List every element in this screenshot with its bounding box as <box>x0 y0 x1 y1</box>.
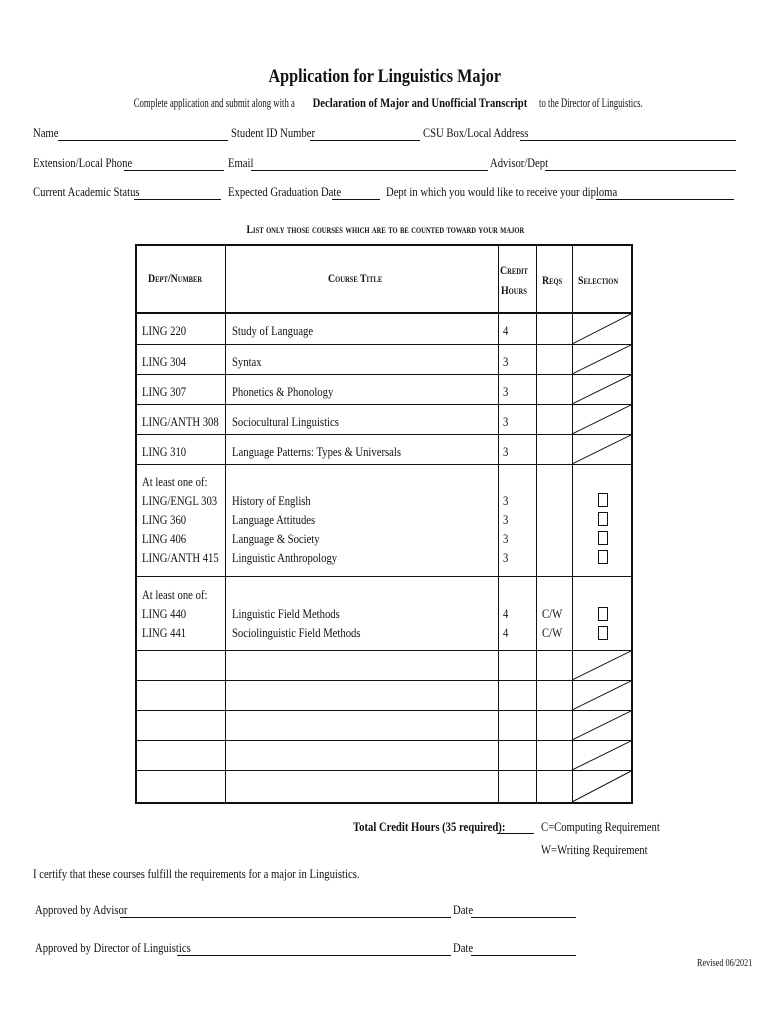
selection-strike <box>572 710 633 740</box>
selection-strike <box>572 374 633 404</box>
header-credit: Credit <box>499 263 528 277</box>
diploma-dept-label: Dept in which you would like to receive your diploma <box>386 184 618 199</box>
row-dept: LING 310 <box>142 444 187 459</box>
header-dept: Dept/Number <box>147 271 203 285</box>
total-hours-label: Total Credit Hours (35 required): <box>353 819 506 834</box>
legend-writing: W=Writing Requirement <box>541 842 648 857</box>
group-intro: At least one of: <box>142 587 208 602</box>
row-dept: LING 406 <box>142 531 187 546</box>
extension-field[interactable] <box>124 170 224 171</box>
revision-note: Revised 06/2021 <box>697 958 753 969</box>
selection-strike <box>572 740 633 770</box>
advisor-label: Advisor/Dept <box>490 155 549 170</box>
row-dept: LING 220 <box>142 323 187 338</box>
row-hours: 3 <box>503 493 509 508</box>
instructions: Complete application and submit along with aDeclaration of Major and Unofficial Transcriptto the Director of Linguistics. <box>133 95 643 110</box>
csu-box-field[interactable] <box>520 140 736 141</box>
section-heading: List only those courses which are to be counted toward your major <box>246 222 524 236</box>
header-hours: Hours <box>501 283 528 297</box>
status-label: Current Academic Status <box>33 184 140 199</box>
total-hours-field[interactable] <box>497 833 534 834</box>
header-title: Course Title <box>328 271 383 285</box>
row-title: Linguistic Field Methods <box>232 606 340 621</box>
row-title: Sociolinguistic Field Methods <box>232 625 361 640</box>
row-title: Sociocultural Linguistics <box>232 414 339 429</box>
status-field[interactable] <box>134 199 221 200</box>
selection-checkbox[interactable] <box>598 512 608 526</box>
header-reqs: Reqs <box>541 273 562 287</box>
selection-checkbox[interactable] <box>598 550 608 564</box>
selection-checkbox[interactable] <box>598 607 608 621</box>
selection-strike <box>572 434 633 464</box>
selection-strike <box>572 770 633 802</box>
extension-label: Extension/Local Phone <box>33 155 133 170</box>
email-label: Email <box>228 155 254 170</box>
row-hours: 3 <box>503 414 509 429</box>
row-hours: 3 <box>503 384 509 399</box>
selection-strike <box>572 344 633 374</box>
name-field[interactable] <box>58 140 228 141</box>
advisor-date-field[interactable] <box>471 917 576 918</box>
legend-computing: C=Computing Requirement <box>541 819 660 834</box>
row-hours: 3 <box>503 354 509 369</box>
selection-checkbox[interactable] <box>598 493 608 507</box>
page-title: Application for Linguistics Major <box>268 66 502 87</box>
row-dept: LING/ANTH 308 <box>142 414 219 429</box>
selection-checkbox[interactable] <box>598 626 608 640</box>
advisor-date-label: Date <box>453 902 474 917</box>
header-selection: Selection <box>578 273 619 287</box>
row-reqs: C/W <box>542 625 563 640</box>
advisor-signature-field[interactable] <box>120 917 451 918</box>
group-intro: At least one of: <box>142 474 208 489</box>
row-hours: 3 <box>503 550 509 565</box>
director-date-label: Date <box>453 940 474 955</box>
grad-date-field[interactable] <box>332 199 380 200</box>
row-dept: LING/ANTH 415 <box>142 550 219 565</box>
diploma-dept-field[interactable] <box>596 199 734 200</box>
selection-checkbox[interactable] <box>598 531 608 545</box>
row-hours: 3 <box>503 444 509 459</box>
row-title: Language Attitudes <box>232 512 316 527</box>
selection-strike <box>572 404 633 434</box>
advisor-approval-label: Approved by Advisor <box>35 902 128 917</box>
row-title: History of English <box>232 493 311 508</box>
row-hours: 3 <box>503 512 509 527</box>
row-hours: 3 <box>503 531 509 546</box>
name-label: Name <box>33 125 59 140</box>
row-title: Language Patterns: Types & Universals <box>232 444 401 459</box>
row-title: Linguistic Anthropology <box>232 550 338 565</box>
certify-statement: I certify that these courses fulfill the requirements for a major in Linguistics. <box>33 866 360 881</box>
selection-strike <box>572 313 633 344</box>
course-table <box>135 244 633 804</box>
selection-strike <box>572 650 633 680</box>
advisor-field[interactable] <box>545 170 736 171</box>
director-date-field[interactable] <box>471 955 576 956</box>
row-dept: LING 440 <box>142 606 187 621</box>
row-title: Language & Society <box>232 531 320 546</box>
csu-box-label: CSU Box/Local Address <box>423 125 529 140</box>
row-dept: LING 360 <box>142 512 187 527</box>
row-hours: 4 <box>503 606 509 621</box>
row-title: Study of Language <box>232 323 314 338</box>
row-hours: 4 <box>503 323 509 338</box>
student-id-field[interactable] <box>310 140 420 141</box>
student-id-label: Student ID Number <box>231 125 316 140</box>
director-approval-label: Approved by Director of Linguistics <box>35 940 191 955</box>
row-reqs: C/W <box>542 606 563 621</box>
row-dept: LING 304 <box>142 354 187 369</box>
row-title: Phonetics & Phonology <box>232 384 334 399</box>
row-dept: LING/ENGL 303 <box>142 493 218 508</box>
director-signature-field[interactable] <box>177 955 451 956</box>
row-title: Syntax <box>232 354 262 369</box>
row-dept: LING 307 <box>142 384 187 399</box>
grad-date-label: Expected Graduation Date <box>228 184 342 199</box>
row-hours: 4 <box>503 625 509 640</box>
selection-strike <box>572 680 633 710</box>
row-dept: LING 441 <box>142 625 187 640</box>
email-field[interactable] <box>251 170 488 171</box>
